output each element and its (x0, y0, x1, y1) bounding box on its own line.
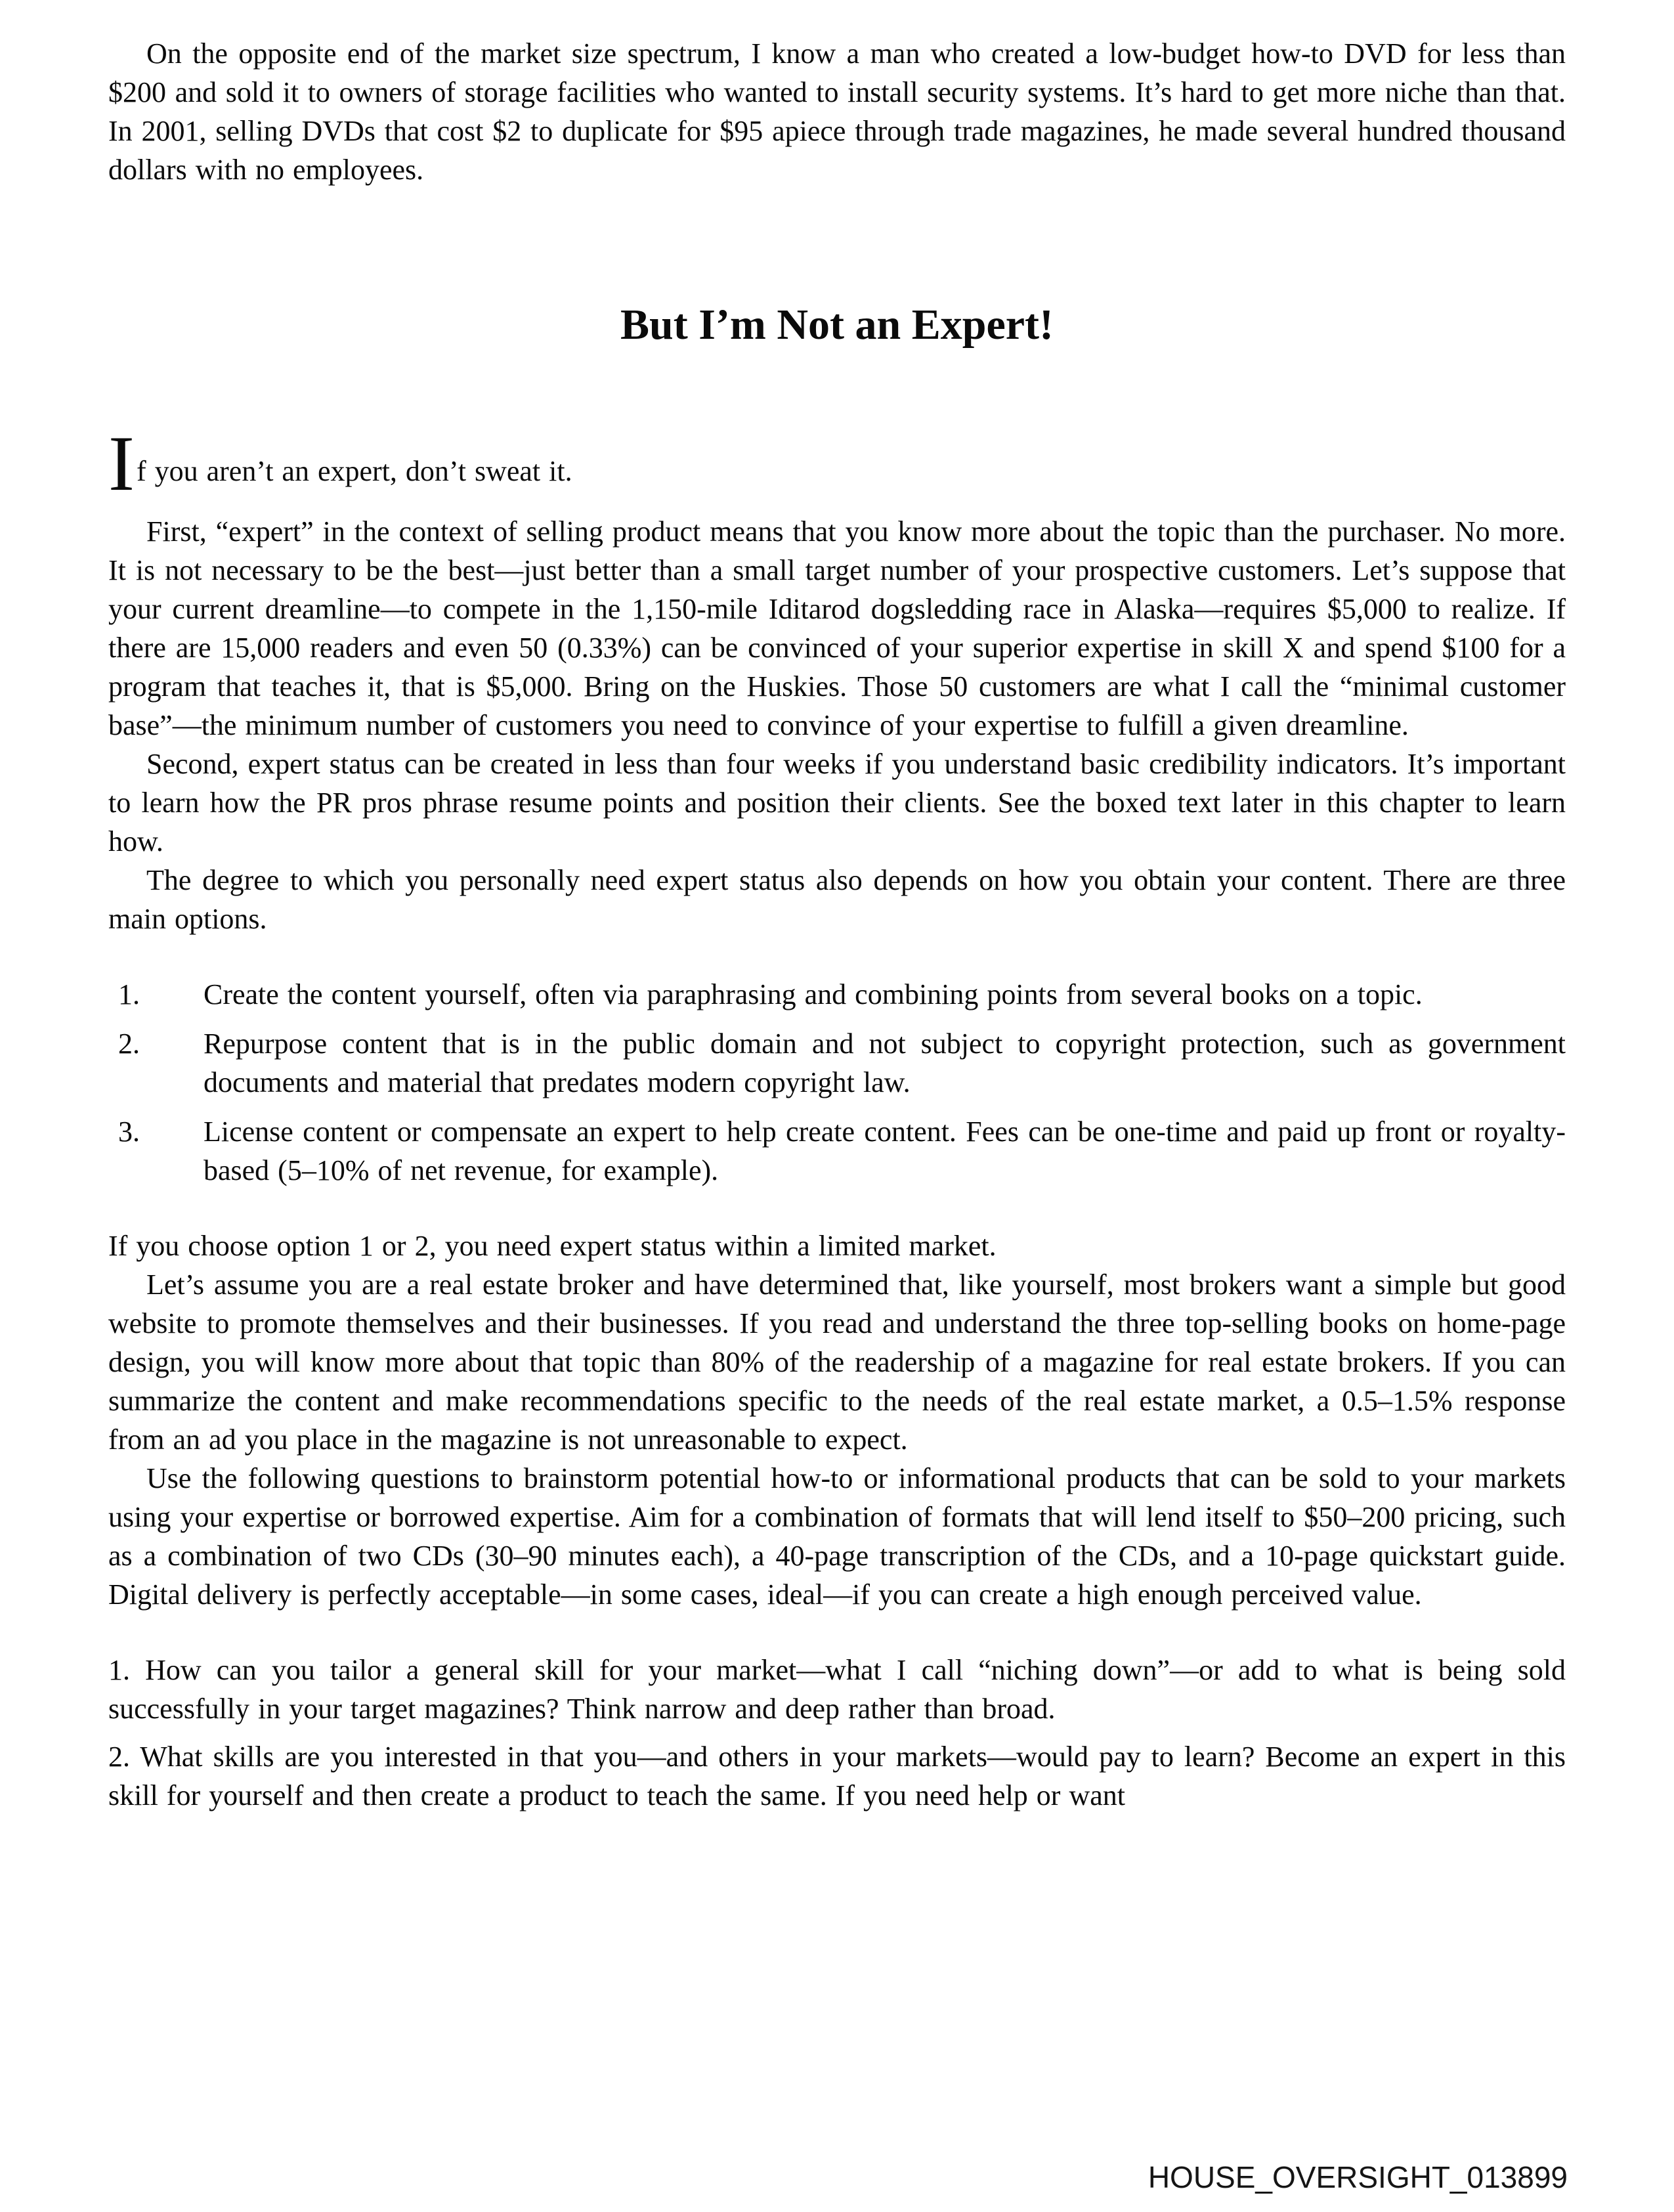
paragraph-realestate: Let’s assume you are a real estate broker and have determined that, like yourself, most brokers want a simple but good website to promote themselves and their businesses. If you read and understand the three top-selling books on home-page design, you will know more about that topic than 80% of the readership of a magazine for real estate brokers. If you can summarize the content and make recommendations specific to the needs of the real estate market, a 0.5–1.5% response from an ad you place in the magazine is not unreasonable to expect. (108, 1269, 1566, 1456)
dropcap-letter: I (108, 420, 135, 507)
list-item (108, 975, 1566, 1014)
intro-paragraph: On the opposite end of the market size spectrum, I know a man who created a low-budget how-to DVD for less than $200 and sold it to owners of storage facilities who wanted to install security systems. It’s hard to get more niche than that. In 2001, selling DVDs that cost $2 to duplicate for $95 apiece through trade magazines, he made several hundred thousand dollars with no employees. (108, 37, 1566, 186)
list-item-number: 3. (118, 1116, 140, 1148)
list-item (108, 1024, 1566, 1102)
paragraph-use-questions: Use the following questions to brainstorm potential how-to or informational products that can be sold to your markets using your expertise or borrowed expertise. Aim for a combination of formats that will lend itself to $50–200 pricing, such as a combination of two CDs (30–90 minutes each), a 40-page transcription of the CDs, and a 10-page quickstart guide. Digital delivery is perfectly acceptable—in some cases, ideal—if you can create a high enough perceived value. (108, 1462, 1566, 1611)
options-list (108, 975, 1566, 1190)
list-item-number: 2. (118, 1028, 140, 1060)
paragraph-degree: The degree to which you personally need expert status also depends on how you obtain your content. There are three main options. (108, 864, 1566, 935)
section-heading: But I’m Not an Expert! (620, 301, 1054, 349)
dropcap-paragraph (108, 420, 1566, 507)
list-item-text: License content or compensate an expert to help create content. Fees can be one-time and paid up front or royalty-based (5–10% of net revenue, for example). (204, 1116, 1566, 1186)
list-item-number: 1. (118, 978, 140, 1010)
question-2: 2. What skills are you interested in that you—and others in your markets—would pay to learn? Become an expert in this skill for yourself and then create a product to teach the same. If you need help or want (108, 1741, 1566, 1811)
paragraph-first: First, “expert” in the context of selling product means that you know more about the topic than the purchaser. No more. It is not necessary to be the best—just better than a small target number of your prospective customers. Let’s suppose that your current dreamline—to compete in the 1,150-mile Iditarod dogsledding race in Alaska—requires $5,000 to realize. If there are 15,000 readers and even 50 (0.33%) can be convinced of your superior expertise in skill X and spend $100 for a program that teaches it, that is $5,000. Bring on the Huskies. Those 50 customers are what I call the “minimal customer base”—the minimum number of customers you need to convince of your expertise to fulfill a given dreamline. (108, 515, 1566, 741)
dropcap-rest-text: f you aren’t an expert, don’t sweat it. (136, 455, 572, 487)
footer-watermark: HOUSE_OVERSIGHT_013899 (1148, 2160, 1568, 2194)
question-1: 1. How can you tailor a general skill for your market—what I call “niching down”—or add to what is being sold successfully in your target magazines? Think narrow and deep rather than broad. (108, 1654, 1566, 1725)
paragraph-second: Second, expert status can be created in less than four weeks if you understand basic credibility indicators. It’s important to learn how the PR pros phrase resume points and position their clients. See the boxed text later in this chapter to learn how. (108, 748, 1566, 857)
paragraph-option: If you choose option 1 or 2, you need expert status within a limited market. (108, 1230, 997, 1262)
list-item (108, 1112, 1566, 1190)
list-item-text: Create the content yourself, often via paraphrasing and combining points from several books on a topic. (204, 978, 1423, 1010)
list-item-text: Repurpose content that is in the public domain and not subject to copyright protection, such as government documents and material that predates modern copyright law. (204, 1028, 1566, 1098)
